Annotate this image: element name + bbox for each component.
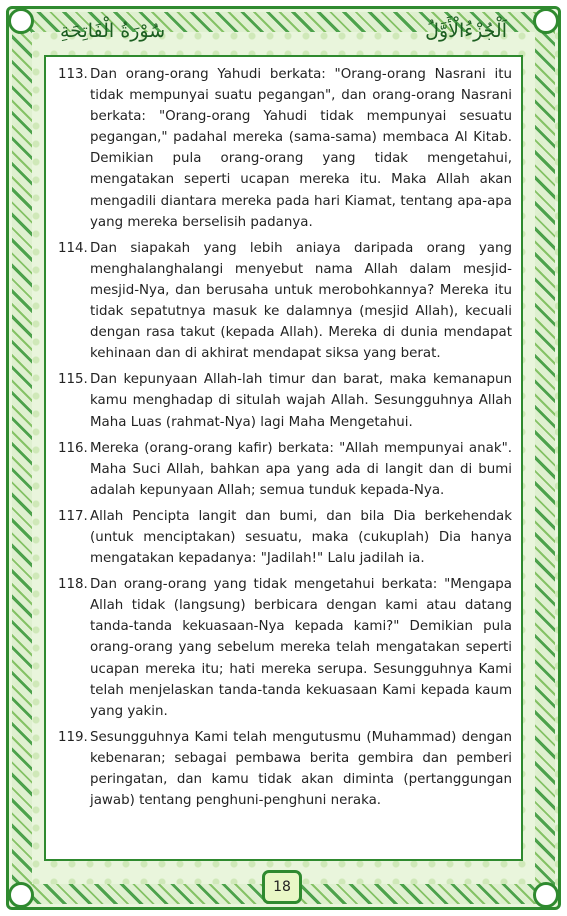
- page-header: [40, 12, 527, 50]
- page-number-badge: [262, 870, 302, 904]
- verse-item: [58, 238, 512, 365]
- verse-number: 114.: [58, 240, 88, 256]
- corner-ornament-icon: [8, 882, 34, 908]
- verse-text: Sesungguhnya Kami telah mengutusmu (Muhammad) dengan kebenaran; sebagai pembawa berita gembira dan pemberi peringatan, dan kamu tidak akan diminta (pertanggungan jawab) tentang penghuni-penghuni neraka.: [90, 729, 512, 809]
- corner-ornament-icon: [533, 882, 559, 908]
- page-number: 18: [273, 879, 291, 895]
- verse-text: Allah Pencipta langit dan bumi, dan bila Dia berkehendak (untuk menciptakan) sesuatu, maka (cukuplah) Dia hanya mengatakan kepadanya: "Jadilah!" Lalu jadilah ia.: [90, 508, 512, 567]
- verse-item: [58, 369, 512, 432]
- verse-list: [58, 64, 512, 816]
- verse-text: Dan orang-orang yang tidak mengetahui berkata: "Mengapa Allah tidak (langsung) berbicara dengan kami atau datang tanda-tanda kekuasaan-Nya kepada kami?" Demikian pula orang-orang yang sebelum mereka telah mengatakan seperti ucapan mereka itu; hati mereka serupa. Sesungguhnya Kami telah menjelaskan tanda-tanda kekuasaan Kami kepada kaum yang yakin.: [90, 577, 512, 719]
- verse-item: [58, 438, 512, 501]
- verse-item: [58, 574, 512, 722]
- juz-title: اَلْجُزْءُالْأَوَّلُ: [425, 20, 507, 42]
- verse-item: [58, 727, 512, 811]
- verse-item: [58, 64, 512, 233]
- verse-number: 118.: [58, 577, 88, 593]
- corner-ornament-icon: [8, 8, 34, 34]
- verse-text: Dan kepunyaan Allah-lah timur dan barat, maka kemanapun kamu menghadap di situlah wajah Allah. Sesungguhnya Allah Maha Luas (rahmat-Nya) lagi Maha Mengetahui.: [90, 372, 512, 430]
- verse-item: [58, 506, 512, 569]
- verse-text: Dan siapakah yang lebih aniaya daripada orang yang menghalanghalangi menyebut nama Allah dalam mesjid-mesjid-Nya, dan berusaha untuk merobohkannya? Mereka itu tidak sepatutnya masuk ke dalamnya (mesjid Allah), kecuali dengan rasa takut (kepada Allah). Mereka di dunia mendapat kehinaan dan di akhirat mendapat siksa yang berat.: [90, 240, 512, 362]
- verse-number: 116.: [58, 440, 88, 456]
- corner-ornament-icon: [533, 8, 559, 34]
- verse-number: 113.: [58, 67, 88, 82]
- verse-number: 117.: [58, 508, 88, 524]
- surah-title: سُوْرَةُ الْفَاتِحَةِ: [60, 20, 166, 42]
- verse-number: 119.: [58, 729, 88, 745]
- verse-text: Dan orang-orang Yahudi berkata: "Orang-orang Nasrani itu tidak mempunyai suatu pegangan", dan orang-orang Nasrani berkata: "Orang-orang Yahudi tidak mempunyai sesuatu pegangan," padahal mereka (sama-sama) membaca Al Kitab. Demikian pula orang-orang yang tidak mengetahui, mengatakan seperti ucapan mereka itu. Maka Allah akan mengadili diantara mereka pada hari Kiamat, tentang apa-apa yang mereka berselisih padanya.: [90, 67, 512, 230]
- verse-number: 115.: [58, 372, 88, 388]
- verse-text: Mereka (orang-orang kafir) berkata: "Allah mempunyai anak". Maha Suci Allah, bahkan apa yang ada di langit dan di bumi adalah kepunyaan Allah; semua tunduk kepada-Nya.: [90, 440, 512, 498]
